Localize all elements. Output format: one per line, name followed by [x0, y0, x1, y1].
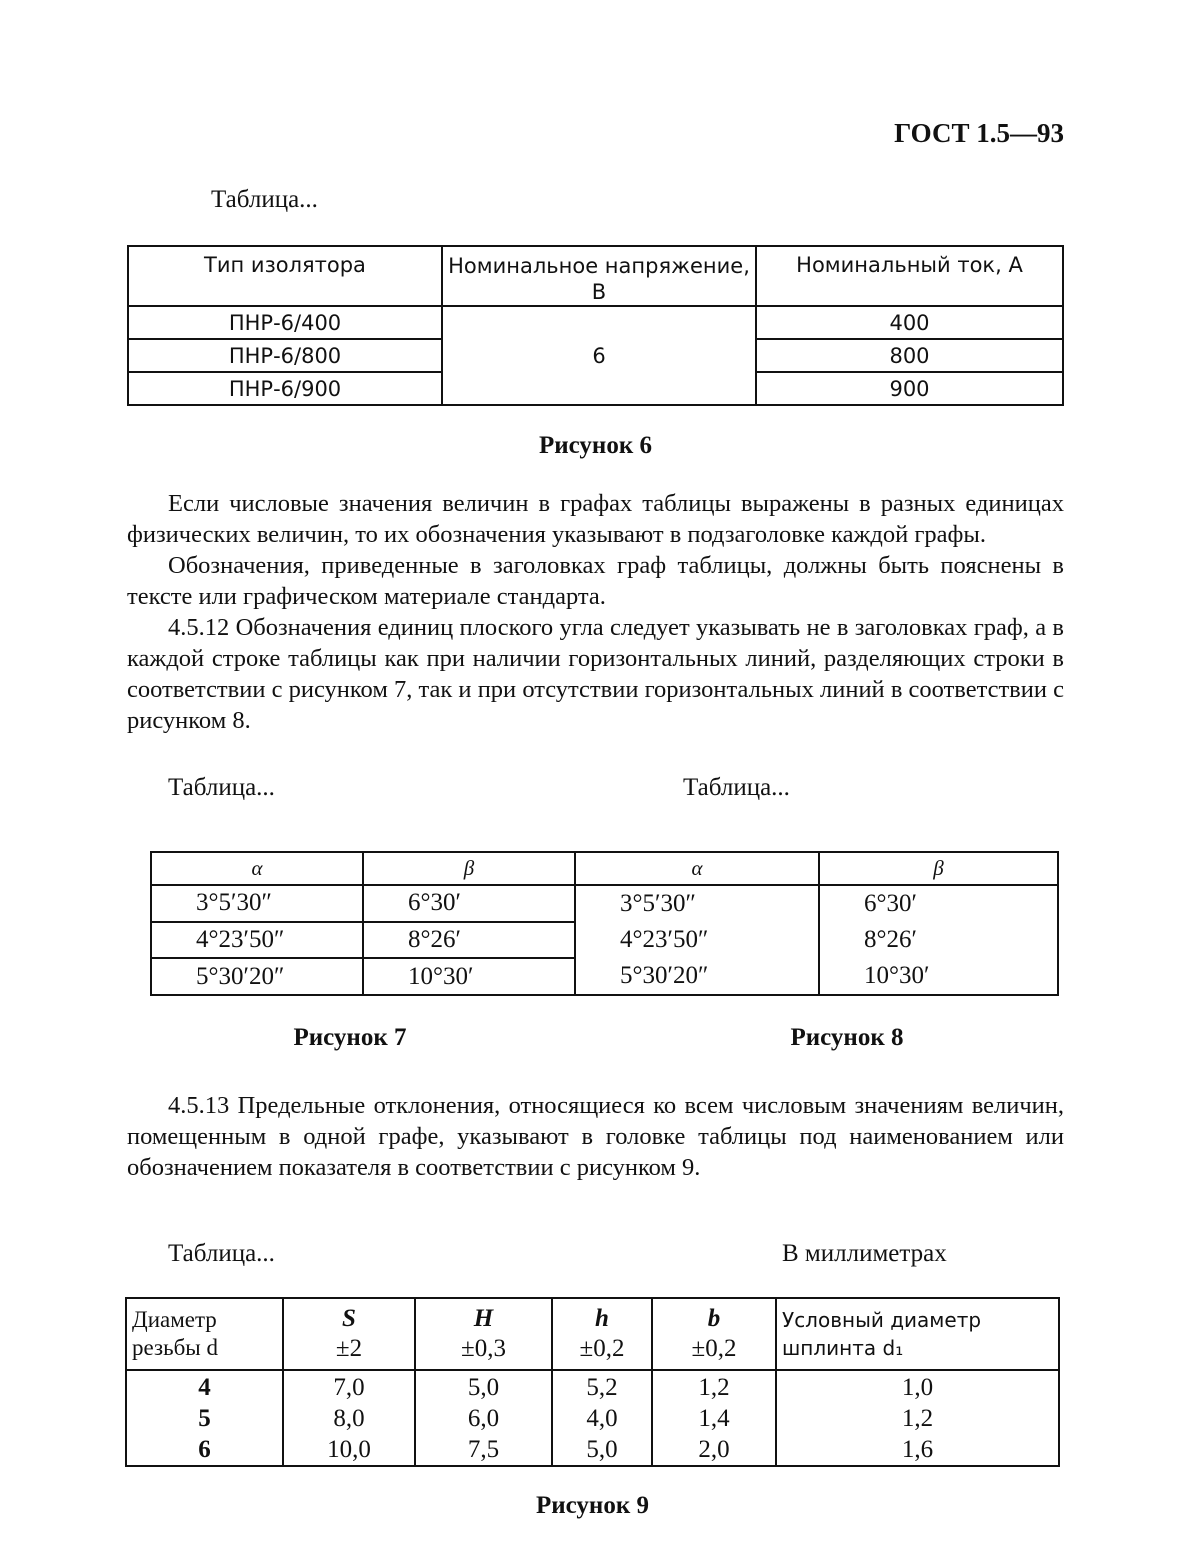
figure6-caption: Рисунок 6: [538, 432, 652, 459]
beta-cell: 8°26′: [363, 922, 575, 959]
alpha-cell: 4°23′50″: [151, 922, 363, 959]
insulator-type-cell: ПНР-6/400: [128, 306, 442, 339]
beta-cell: 10°30′: [363, 958, 575, 995]
table-thread-dimensions: [125, 1297, 1060, 1467]
current-cell: 800: [756, 339, 1063, 372]
cell-value: 5,2: [586, 1373, 618, 1401]
figure9-caption: Рисунок 9: [535, 1492, 649, 1519]
paragraph: Обозначения, приведенные в заголовках граф таблицы, должны быть пояснены в тексте или графическом материале стандарта.: [127, 552, 1064, 610]
cell-value: 5,0: [586, 1435, 618, 1463]
cell-value: 1,6: [901, 1435, 934, 1463]
column-h-upper: [415, 1370, 552, 1466]
cell-value: 1,0: [901, 1373, 934, 1401]
table-body: [126, 1370, 1059, 1466]
cell-value: 1,2: [698, 1373, 730, 1401]
column-d: [126, 1370, 283, 1466]
cell-value: 8,0: [333, 1404, 365, 1432]
column-cotter: [776, 1370, 1059, 1466]
header-alpha: α: [575, 852, 819, 885]
beta-cell: 6°30′: [363, 885, 575, 922]
column-h-lower: [552, 1370, 652, 1466]
cell-value: 6,0: [467, 1404, 500, 1432]
table-header-row: [128, 246, 1063, 306]
cell-value: 2,0: [698, 1435, 730, 1463]
cell-value: 7,5: [467, 1435, 500, 1463]
current-cell: 400: [756, 306, 1063, 339]
cell-value: 6: [198, 1435, 211, 1463]
alpha-cell: 4°23′50″: [620, 926, 709, 953]
cell-value: 4,0: [586, 1404, 618, 1432]
header-s: S ±2: [283, 1298, 415, 1370]
alpha-cell: 3°5′30″: [151, 885, 363, 922]
beta-column-no-lines: [819, 885, 1058, 995]
table1-caption: Таблица...: [211, 186, 318, 213]
header-b: b ±0,2: [652, 1298, 776, 1370]
beta-cell: 6°30′: [864, 890, 917, 917]
header-alpha: α: [151, 852, 363, 885]
paragraph: Если числовые значения величин в графах таблицы выражены в разных единицах физических величин, то их обозначения указывают в подзаголовке каждой графы.: [127, 490, 1064, 548]
table-row: [128, 306, 1063, 339]
header-nominal-current: Номинальный ток, А: [756, 246, 1063, 306]
header-nominal-voltage: Номинальное напряжение, В: [442, 246, 756, 306]
beta-cell: 8°26′: [864, 926, 917, 953]
body-text-1: [127, 488, 1064, 736]
header-h-lower: h ±0,2: [552, 1298, 652, 1370]
insulator-type-cell: ПНР-6/900: [128, 372, 442, 405]
header-h-upper: H ±0,3: [415, 1298, 552, 1370]
cell-value: 7,0: [333, 1373, 365, 1401]
alpha-cell: 5°30′20″: [151, 958, 363, 995]
cell-value: 1,4: [698, 1404, 730, 1432]
table3-caption-right: В миллиметрах: [782, 1240, 947, 1267]
table-insulators: [127, 245, 1064, 406]
column-b: [652, 1370, 776, 1466]
table2-caption-right: Таблица...: [683, 774, 790, 801]
table-row: [151, 885, 1058, 922]
header-thread-diameter: Диаметр резьбы d: [126, 1298, 283, 1370]
table-header-row: [151, 852, 1058, 885]
voltage-cell: 6: [442, 306, 756, 405]
paragraph: 4.5.13 Предельные отклонения, относящиеся ко всем числовым значениям величин, помещенным в одной графе, указывают в головке таблицы под наименованием или обозначением показателя в соответствии с рисунком 9.: [127, 1092, 1064, 1181]
table-header-row: [126, 1298, 1059, 1370]
paragraph: 4.5.12 Обозначения единиц плоского угла следует указывать не в заголовках граф, а в каждой строке таблицы как при наличии горизонтальных линий, разделяющих строки в соответствии с рисунком 7, так и при отсутствии горизонтальных линий в соответствии с рисунком 8.: [127, 614, 1064, 734]
header-insulator-type: Тип изолятора: [128, 246, 442, 306]
alpha-cell: 3°5′30″: [620, 890, 696, 917]
cell-value: 1,2: [901, 1404, 934, 1432]
current-cell: 900: [756, 372, 1063, 405]
table3-caption-left: Таблица...: [168, 1240, 275, 1267]
header-beta: β: [363, 852, 575, 885]
header-beta: β: [819, 852, 1058, 885]
alpha-cell: 5°30′20″: [620, 962, 709, 989]
insulator-type-cell: ПНР-6/800: [128, 339, 442, 372]
header-cotter-diameter: Условный диаметр шплинта d₁: [776, 1298, 1059, 1370]
cell-value: 5,0: [467, 1373, 500, 1401]
table2-caption-left: Таблица...: [168, 774, 275, 801]
beta-cell: 10°30′: [864, 962, 930, 989]
cell-value: 10,0: [327, 1435, 371, 1463]
cell-value: 4: [198, 1373, 211, 1401]
alpha-column-no-lines: [575, 885, 819, 995]
figure8-caption: Рисунок 8: [790, 1024, 904, 1051]
document-id: ГОСТ 1.5—93: [894, 118, 1064, 148]
column-s: [283, 1370, 415, 1466]
cell-value: 5: [198, 1404, 211, 1432]
table-angles: [150, 851, 1059, 996]
body-text-2: [127, 1090, 1064, 1183]
figure7-caption: Рисунок 7: [293, 1024, 407, 1051]
